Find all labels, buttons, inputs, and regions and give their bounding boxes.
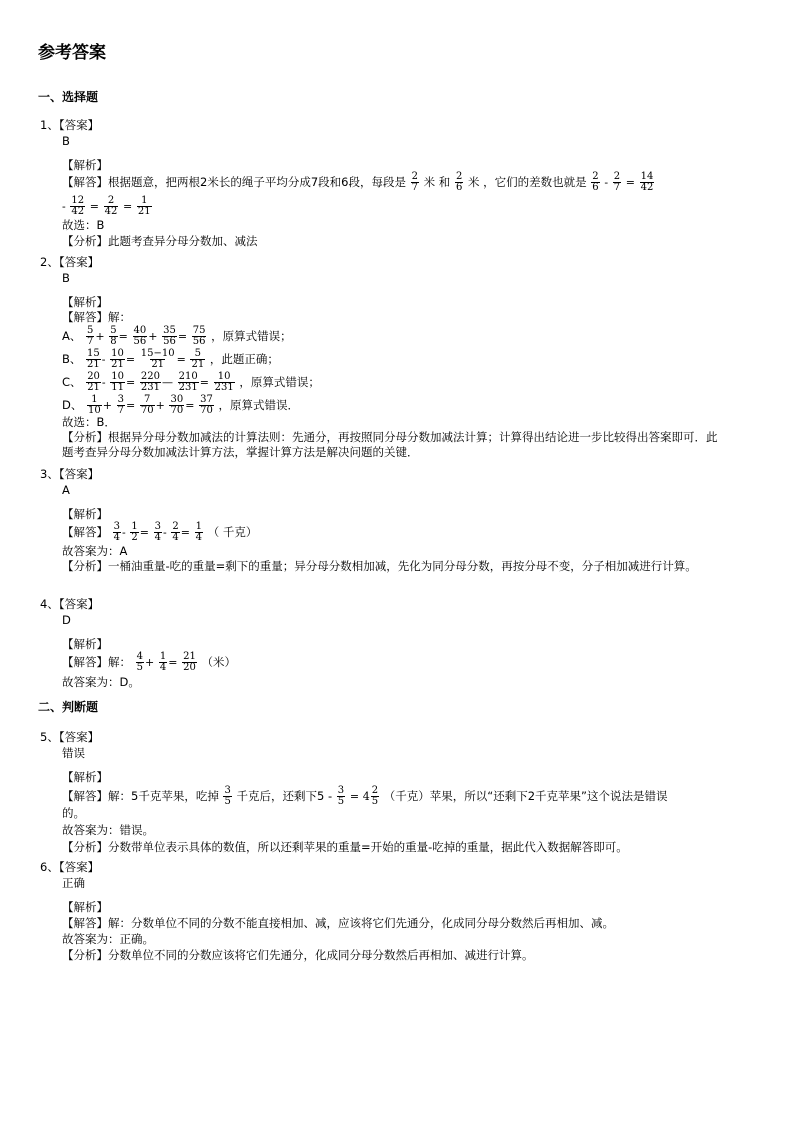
- denominator: 42: [640, 182, 654, 193]
- fraction: [190, 349, 205, 370]
- operator: -: [62, 200, 66, 213]
- q6-conclusion: 故答案为：正确。: [62, 932, 154, 946]
- denominator: 21: [137, 206, 151, 217]
- operator: =: [125, 353, 136, 366]
- fraction: [140, 349, 176, 370]
- numerator: 3: [113, 521, 121, 532]
- q5-conclusion: 故答案为：错误。: [62, 823, 154, 837]
- fraction: [133, 326, 148, 347]
- fraction: [137, 196, 152, 217]
- q6-review: 【分析】分数单位不同的分数应该将它们先通分，化成同分母分数然后再相加、减进行计算。: [62, 948, 534, 962]
- q2-option-a: A、 $\frac{5}{7}$ + $\frac{5}{8}$ = $\frac{40}{56}$ + $\frac{35}{56}$ = $\frac{75}{56}$ ，原算式错误；: [62, 325, 292, 347]
- numerator: 21: [183, 651, 196, 662]
- numerator: 1: [195, 521, 203, 532]
- numerator: 35: [163, 325, 176, 336]
- page-title: 参考答案: [38, 43, 106, 63]
- fraction: [86, 349, 101, 370]
- denominator: 231: [214, 382, 234, 393]
- operator: -: [604, 176, 609, 189]
- denominator: 8: [110, 336, 117, 347]
- fraction: [87, 395, 102, 416]
- denominator: 2: [131, 532, 138, 543]
- q2-option-d: D、 $\frac{1}{10}$ + $\frac{3}{7}$ = $\frac{7}{70}$ + $\frac{30}{70}$ = $\frac{37}{70}$ ，原算式错误．: [62, 394, 299, 416]
- fraction: [223, 786, 231, 807]
- denominator: 231: [140, 382, 160, 393]
- numerator: 5: [110, 325, 117, 336]
- fraction: [70, 196, 85, 217]
- operator: =: [349, 790, 360, 803]
- numerator: 2: [455, 171, 463, 182]
- denominator: 6: [592, 182, 599, 193]
- denominator: 4: [159, 662, 167, 673]
- fraction: [162, 326, 177, 347]
- denominator: 5: [371, 796, 379, 807]
- q4-analysis-tag: 【解析】: [62, 637, 108, 651]
- numerator: 210: [178, 371, 198, 382]
- denominator: 56: [133, 336, 147, 347]
- operator: +: [148, 330, 158, 343]
- numerator: 1: [141, 195, 148, 206]
- operator: -: [122, 526, 126, 539]
- numerator: 2: [172, 521, 179, 532]
- denominator: 42: [104, 206, 118, 217]
- q3-conclusion: 故答案为：A: [62, 544, 128, 558]
- q2-option-c: C、 $\frac{20}{21}$ - $\frac{10}{11}$ = $\frac{220}{231}$ — $\frac{210}{231}$ = $\frac{10}{231}$ ，原算式错误；: [62, 371, 320, 393]
- fraction: [110, 372, 125, 393]
- q3-answer: A: [62, 483, 70, 497]
- numerator: 3: [224, 785, 231, 796]
- numerator: 15: [87, 348, 100, 359]
- q1-solution-cont: [62, 196, 722, 217]
- q1-solution: 【解答】根据题意，把两根2米长的绳子平均分成7段和6段，每段是 $\frac{2}{7}$ 米 和 $\frac{2}{6}$ 米 ，它们的差数也就是 $\frac{2}{6}$ - $\frac{2}{7}$ = $\frac{14}{42}$: [62, 171, 654, 193]
- denominator: 7: [87, 336, 94, 347]
- denominator: 21: [191, 359, 205, 370]
- denominator: 20: [183, 662, 196, 673]
- denominator: 5: [337, 796, 345, 807]
- numerator: 220: [140, 371, 160, 382]
- operator: =: [177, 330, 188, 343]
- numerator: 2: [411, 171, 418, 182]
- fraction: [117, 395, 125, 416]
- fraction: [140, 372, 161, 393]
- denominator: 4: [113, 532, 121, 543]
- q2-option-b: B、 $\frac{15}{21}$ - $\frac{10}{21}$ = $\frac{15-10}{21}$ = $\frac{5}{21}$ ，此题正确；: [62, 348, 279, 370]
- fraction: [214, 372, 235, 393]
- denominator: 231: [178, 382, 198, 393]
- q5-solution: 【解答】解：5千克苹果，吃掉 $\frac{3}{5}$ 千克后，还剩下5 - $\frac{3}{5}$ = 4 $\frac{2}{5}$ （千克）苹果，所以“还剩下2千克苹果”这个说法是错误: [62, 785, 668, 807]
- q1-conclusion: 故选：B: [62, 218, 105, 232]
- fraction: [86, 372, 101, 393]
- numerator: 2: [613, 171, 621, 182]
- fraction: [613, 172, 621, 193]
- numerator: 3: [154, 521, 162, 532]
- operator: =: [89, 200, 99, 213]
- denominator: 7: [613, 182, 621, 193]
- numerator: 20: [87, 371, 100, 382]
- numerator: 1: [91, 394, 98, 405]
- operator: -: [101, 353, 106, 366]
- q2-number: 2、【答案】: [40, 255, 100, 269]
- numerator: 40: [133, 325, 147, 336]
- denominator: 42: [71, 206, 85, 217]
- numerator: 10: [111, 371, 125, 382]
- q6-solution: 【解答】解：分数单位不同的分数不能直接相加、减，应该将它们先通分，化成同分母分数然后再相加、减。: [62, 916, 614, 930]
- q2-answer: B: [62, 271, 70, 285]
- denominator: 5: [136, 662, 144, 673]
- q1-number: 1、【答案】: [40, 118, 100, 132]
- numerator: 10: [217, 371, 231, 382]
- denominator: 21: [111, 359, 124, 370]
- fraction: [411, 172, 419, 193]
- numerator: 37: [200, 394, 213, 405]
- q3-solution: 【解答】 $\frac{3}{4}$ - $\frac{1}{2}$ = $\frac{3}{4}$ - $\frac{2}{4}$ = $\frac{1}{4}$ （ 千克）: [62, 521, 258, 543]
- fraction: [182, 652, 197, 673]
- q4-conclusion: 故答案为：D。: [62, 675, 140, 689]
- q4-answer: D: [62, 613, 71, 627]
- numerator: 4: [136, 651, 144, 662]
- denominator: 70: [200, 405, 213, 416]
- operator: +: [102, 399, 112, 412]
- operator: -: [163, 526, 167, 539]
- numerator: 1: [159, 651, 167, 662]
- denominator: 70: [170, 405, 184, 416]
- q3-analysis-tag: 【解析】: [62, 507, 108, 521]
- fraction: [104, 196, 119, 217]
- q2-conclusion: 故选：B．: [62, 415, 116, 429]
- q3-number: 3、【答案】: [40, 467, 100, 481]
- fraction: [159, 652, 167, 673]
- operator: =: [139, 526, 149, 539]
- fraction: [192, 326, 207, 347]
- fraction: [140, 395, 155, 416]
- q5-answer: 错误: [62, 746, 85, 760]
- operator: =: [126, 376, 136, 389]
- denominator: 4: [154, 532, 162, 543]
- q5-number: 5、【答案】: [40, 730, 100, 744]
- operator: +: [155, 399, 165, 412]
- fraction: [154, 522, 162, 543]
- q4-solution: 【解答】解： $\frac{4}{5}$ + $\frac{1}{4}$ = $\frac{21}{20}$ （米）: [62, 651, 237, 673]
- operator: —: [162, 376, 173, 389]
- q6-analysis-tag: 【解析】: [62, 900, 108, 914]
- denominator: 56: [192, 336, 206, 347]
- numerator: 2: [107, 195, 115, 206]
- denominator: 21: [151, 359, 165, 370]
- numerator: 15−10: [140, 348, 175, 359]
- numerator: 30: [170, 394, 184, 405]
- fraction: [337, 786, 345, 807]
- fraction: [455, 172, 463, 193]
- denominator: 11: [111, 382, 125, 393]
- operator: =: [185, 399, 195, 412]
- numerator: 12: [71, 195, 85, 206]
- numerator: 1: [131, 521, 138, 532]
- denominator: 4: [172, 532, 179, 543]
- denominator: 7: [117, 405, 124, 416]
- denominator: 10: [88, 405, 101, 416]
- q5-solution-cont: 的。: [62, 806, 85, 820]
- fraction: [171, 522, 179, 543]
- operator: =: [176, 353, 186, 366]
- q6-number: 6、【答案】: [40, 860, 100, 874]
- q4-number: 4、【答案】: [40, 597, 100, 611]
- denominator: 7: [411, 182, 418, 193]
- section-heading-judgement: 二、判断题: [38, 700, 99, 714]
- fraction: [178, 372, 199, 393]
- numerator: 75: [192, 325, 206, 336]
- fraction: [86, 326, 94, 347]
- operator: =: [123, 200, 133, 213]
- fraction: [113, 522, 121, 543]
- numerator: 2: [371, 785, 379, 796]
- fraction: [169, 395, 184, 416]
- operator: =: [118, 330, 128, 343]
- numerator: 3: [117, 394, 124, 405]
- denominator: 56: [163, 336, 176, 347]
- denominator: 21: [87, 382, 100, 393]
- denominator: 70: [140, 405, 154, 416]
- q5-review: 【分析】分数带单位表示具体的数值，所以还剩苹果的重量=开始的重量-吃掉的重量，据此代入数据解答即可。: [62, 840, 628, 854]
- q1-answer: B: [62, 134, 70, 148]
- q2-review: 【分析】根据异分母分数加减法的计算法则：先通分，再按照同分母分数加减法计算；计算得出结论进一步比较得出答案即可．此题考查异分母分数加减法计算方法，掌握计算方法是解决问题的关键．: [62, 430, 718, 459]
- operator: =: [126, 399, 136, 412]
- fraction: [199, 395, 214, 416]
- fraction: [130, 522, 138, 543]
- operator: =: [625, 176, 635, 189]
- numerator: 3: [337, 785, 345, 796]
- q2-analysis-tag: 【解析】: [62, 295, 108, 309]
- operator: =: [180, 526, 190, 539]
- fraction: [136, 652, 144, 673]
- operator: =: [199, 376, 209, 389]
- fraction: [110, 349, 125, 370]
- fraction: [640, 172, 655, 193]
- section-heading-choice: 一、选择题: [38, 90, 99, 104]
- operator: +: [95, 330, 105, 343]
- operator: =: [168, 656, 178, 669]
- q5-analysis-tag: 【解析】: [62, 770, 108, 784]
- denominator: 21: [87, 359, 100, 370]
- fraction: [195, 522, 203, 543]
- q6-answer: 正确: [62, 876, 85, 890]
- q1-review: 【分析】此题考查异分母分数加、减法: [62, 234, 258, 248]
- fraction: [109, 326, 117, 347]
- denominator: 4: [195, 532, 203, 543]
- numerator: 5: [87, 325, 94, 336]
- denominator: 6: [455, 182, 463, 193]
- numerator: 2: [592, 171, 599, 182]
- operator: -: [101, 376, 106, 389]
- q2-solution: 【解答】解：: [62, 310, 131, 324]
- numerator: 14: [640, 171, 654, 182]
- q1-analysis-tag: 【解析】: [62, 158, 108, 172]
- denominator: 5: [224, 796, 231, 807]
- fraction: [371, 786, 379, 807]
- numerator: 10: [111, 348, 124, 359]
- numerator: 5: [194, 348, 202, 359]
- fraction: [591, 172, 599, 193]
- numerator: 7: [144, 394, 151, 405]
- operator: +: [145, 656, 155, 669]
- q3-review: 【分析】一桶油重量-吃的重量=剩下的重量；异分母分数相加减，先化为同分母分数，再按分母不变，分子相加减进行计算。: [62, 559, 697, 573]
